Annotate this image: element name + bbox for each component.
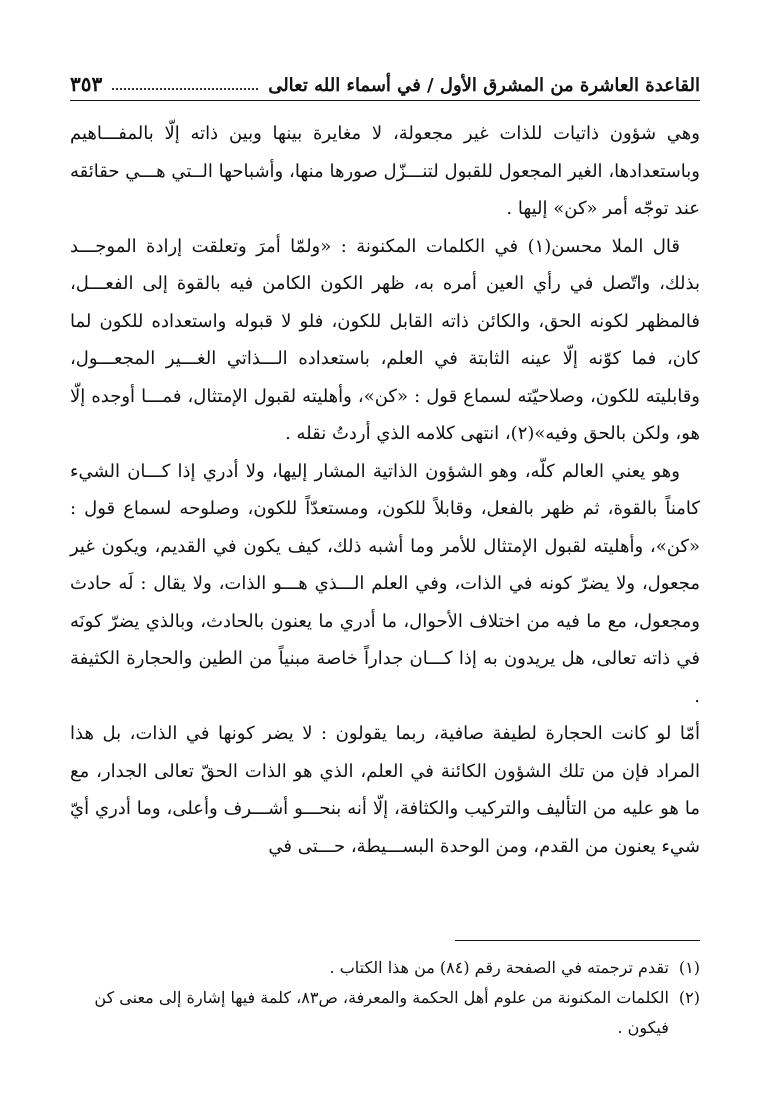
footnote-2 — [70, 983, 700, 1043]
paragraph-3: وهو يعني العالم كلّه، وهو الشؤون الذاتية المشار إليها، ولا أدري إذا كـــان الشيء كامناً بالقوة، ثم ظهر بالفعل، وقابلاً للكون، ومستعدّاً للكون، وصلوحه لسماع قول : «كن»، وأهليته لقبول الإمتثال للأمر وما أشبه ذلك، كيف يكون في القديم، ويكون غير مجعول، ولا يضرّ كونه في الذات، وفي العلم الـــذي هـــو الذات، ولا يقال : لَه حادث ومجعول، مع ما فيه من اختلاف الأحوال، ما أدري ما يعنون بالحادث، وبالذي يضرّ كونَه في ذاته تعالى، هل يريدون به إذا كـــان جداراً خاصة مبنياً من الطين والحجارة الكثيفة . — [70, 460, 700, 707]
footnote-text: الكلمات المكنونة من علوم أهل الحكمة والمعرفة، ص٨٣، كلمة فيها إشارة إلى معنى كن فيكون . — [94, 988, 669, 1037]
header-dot-leader — [112, 87, 258, 90]
body-text — [70, 115, 700, 865]
paragraph-1: وهي شؤون ذاتيات للذات غير مجعولة، لا مغايرة بينها وبين ذاته إلّا بالمفـــاهيم وباستعدادها، الغير المجعول للقبول لتنـــزّل صورها منها، وأشباحها الــتي هـــي حقائقه عند توجّه أمر «كن» إليها . — [70, 123, 700, 219]
footnote-1 — [70, 953, 700, 983]
footnote-number: (١) — [678, 958, 700, 977]
footnote-rule — [455, 940, 700, 941]
paragraph-4: أمّا لو كانت الحجارة لطيفة صافية، ربما يقولون : لا يضر كونها في الذات، بل هذا المراد فإن من تلك الشؤون الكائنة في العلم، الذي هو الذات الحقّ تعالى الجدار، مع ما هو عليه من التأليف والتركيب والكثافة، إلّا أنه بنحـــو أشـــرف وأعلى، وما أدري أيّ شيء يعنون من القدم، ومن الوحدة البســـيطة، حـــتى في — [70, 723, 700, 857]
page-number: ٣٥٣ — [70, 72, 103, 96]
footnotes — [70, 940, 700, 1043]
footnote-number: (٢) — [678, 988, 700, 1007]
document-page — [70, 60, 700, 1060]
header-title: القاعدة العاشرة من المشرق الأول / في أسماء الله تعالى — [268, 75, 700, 96]
running-header — [70, 60, 700, 101]
paragraph-2: قال الملا محسن(١) في الكلمات المكنونة : «ولمّا أمرَ وتعلقت إرادة الموجـــد بذلك، واتّصل في رأي العين أمره به، ظهر الكون الكامن فيه بالقوة إلى الفعـــل، فالمظهر لكونه الحق، والكائن ذاته القابل للكون، فلو لا قبوله واستعداده للكون لما كان، فما كوّنه إلّا عينه الثابتة في العلم، باستعداده الـــذاتي الغـــير المجعـــول، وقابليته للكون، وصلاحيّته لسماع قول : «كن»، وأهليته لقبول الإمتثال، فمـــا أوجده إلّا هو، ولكن بالحق وفيه»(٢)، انتهى كلامه الذي أردتُ نقله . — [70, 235, 700, 444]
footnote-text: تقدم ترجمته في الصفحة رقم (٨٤) من هذا الكتاب . — [329, 958, 669, 977]
